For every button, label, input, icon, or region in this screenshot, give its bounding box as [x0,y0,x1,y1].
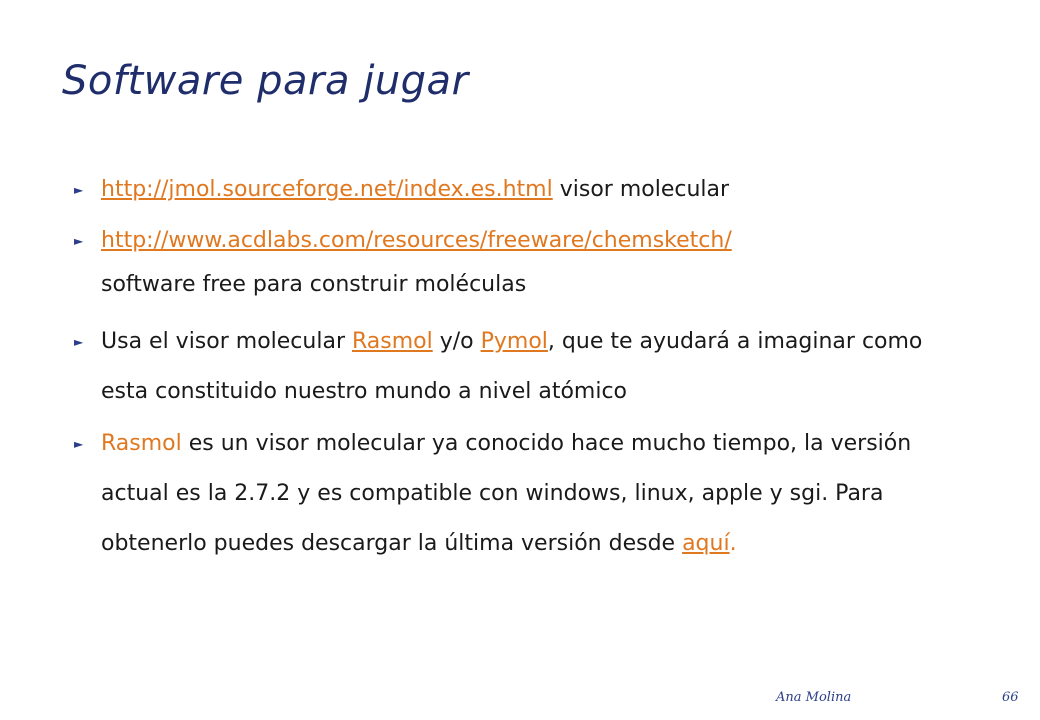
period: . [729,531,737,556]
bullet-text: y/o [432,329,481,354]
footer-author: Ana Molina [776,690,852,705]
bullet-marker-icon: ► [74,183,84,197]
footer-page-number: 66 [1002,690,1019,705]
bullet-text: Usa el visor molecular [101,329,352,354]
slide-title: Software para jugar [62,58,469,104]
bullet-rasmol-info [74,419,974,569]
bullet-text: es un visor molecular ya conocido hace mucho tiempo, la versión actual es la 2.7.2 y es compatible con windows, linux, apple y sgi. Para obtenerlo puedes descargar la última versión desde [101,431,912,556]
bullet-list [74,165,974,569]
jmol-link[interactable]: http://jmol.sourceforge.net/index.es.html [101,177,553,202]
bullet-jmol [74,165,974,215]
bullet-chemsketch [74,215,974,311]
chemsketch-link[interactable]: http://www.acdlabs.com/resources/freeware/chemsketch/ [101,228,732,253]
pymol-link[interactable]: Pymol [480,329,548,354]
rasmol-name: Rasmol [101,431,182,456]
bullet-marker-icon: ► [74,437,84,451]
bullet-text: visor molecular [552,177,730,202]
bullet-marker-icon: ► [74,234,84,248]
rasmol-link[interactable]: Rasmol [351,329,433,354]
bullet-rasmol-pymol [74,317,974,417]
bullet-text: software free para construir moléculas [101,272,527,297]
download-link[interactable]: aquí [682,531,730,556]
bullet-marker-icon: ► [74,335,84,349]
bullet-text: , que te ayudará a imaginar como esta constituido nuestro mundo a nivel atómico [101,329,923,404]
